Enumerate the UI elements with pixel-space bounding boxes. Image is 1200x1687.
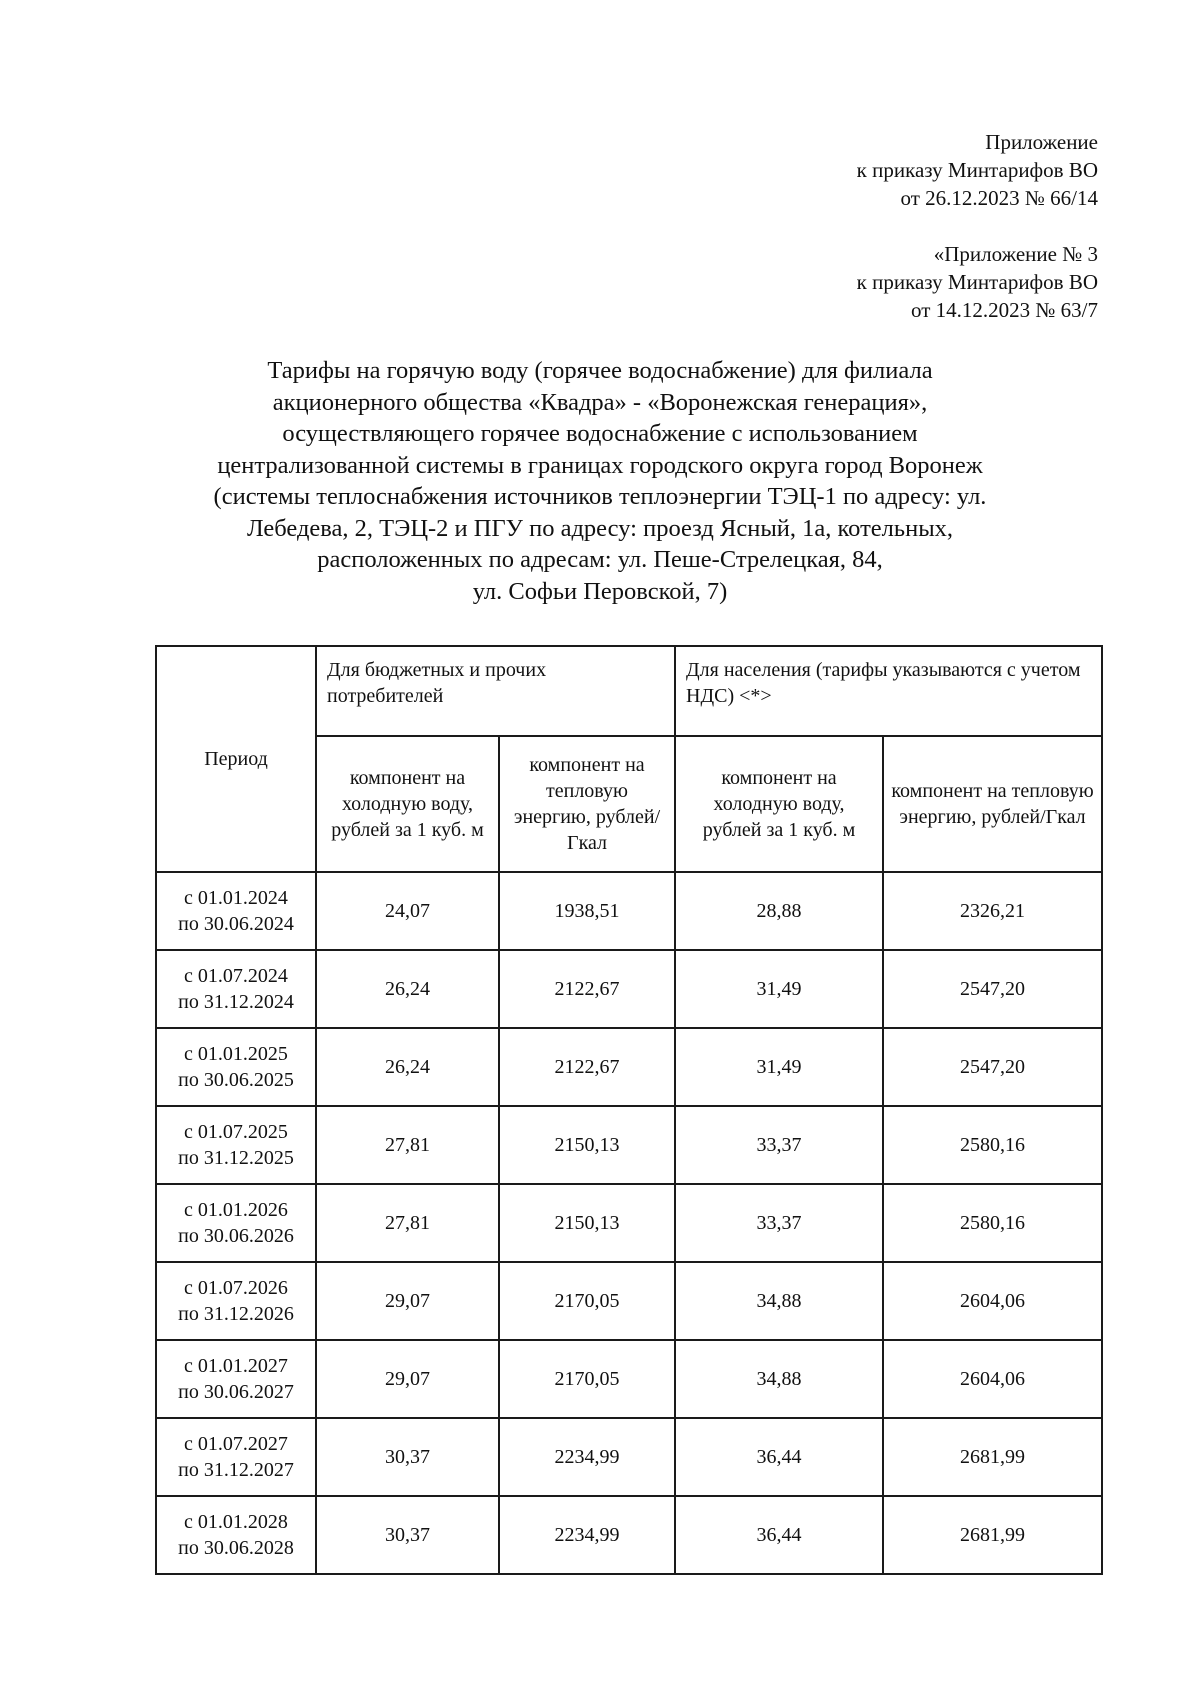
period-from: с 01.01.2027	[184, 1355, 288, 1377]
period-from: с 01.07.2024	[184, 965, 288, 987]
population-cold-water-value: 34,88	[675, 1340, 883, 1418]
budget-heat-energy-value: 2170,05	[499, 1262, 675, 1340]
budget-heat-energy-value: 2234,99	[499, 1418, 675, 1496]
table-row	[156, 1418, 1102, 1496]
population-heat-energy-header: компонент на тепловую энергию, рублей/Гкал	[883, 736, 1102, 872]
population-heat-energy-value: 2604,06	[883, 1262, 1102, 1340]
table-row	[156, 1106, 1102, 1184]
population-cold-water-value: 33,37	[675, 1184, 883, 1262]
appendix-order-ref: к приказу Минтарифов ВО	[856, 158, 1098, 182]
period-to: по 30.06.2027	[178, 1381, 294, 1403]
population-cold-water-value: 34,88	[675, 1262, 883, 1340]
period-from: с 01.07.2026	[184, 1277, 288, 1299]
budget-cold-water-value: 24,07	[316, 872, 499, 950]
budget-cold-water-value: 27,81	[316, 1106, 499, 1184]
table-row	[156, 1184, 1102, 1262]
appendix-order-date: от 26.12.2023 № 66/14	[900, 186, 1098, 210]
population-cold-water-value: 36,44	[675, 1418, 883, 1496]
budget-heat-energy-header: компонент на тепловую энергию, рублей/Гкал	[499, 736, 675, 872]
population-heat-energy-value: 2681,99	[883, 1496, 1102, 1574]
population-cold-water-value: 28,88	[675, 872, 883, 950]
appendix-order-ref: к приказу Минтарифов ВО	[856, 270, 1098, 294]
tariff-table	[155, 645, 1103, 1575]
period-from: с 01.01.2024	[184, 887, 288, 909]
budget-heat-energy-value: 2122,67	[499, 1028, 675, 1106]
period-to: по 31.12.2025	[178, 1147, 294, 1169]
title-line: (системы теплоснабжения источников теплоэнергии ТЭЦ-1 по адресу: ул.	[213, 483, 987, 510]
table-row	[156, 1496, 1102, 1574]
title-line: централизованной системы в границах городского округа город Воронеж	[217, 451, 983, 479]
population-heat-energy-value: 2604,06	[883, 1340, 1102, 1418]
population-heat-energy-value: 2547,20	[883, 1028, 1102, 1106]
population-heat-energy-value: 2681,99	[883, 1418, 1102, 1496]
period-cell	[156, 950, 316, 1028]
budget-heat-energy-value: 2122,67	[499, 950, 675, 1028]
title-line: расположенных по адресам: ул. Пеше-Стрелецкая, 84,	[317, 546, 883, 573]
title-line: осуществляющего горячее водоснабжение с использованием	[282, 420, 918, 447]
table-header-row	[156, 646, 1102, 736]
budget-heat-energy-value: 2234,99	[499, 1496, 675, 1574]
period-to: по 30.06.2024	[178, 913, 294, 935]
period-cell	[156, 872, 316, 950]
population-cold-water-value: 31,49	[675, 1028, 883, 1106]
title-line: Тарифы на горячую воду (горячее водоснабжение) для филиала	[267, 357, 933, 384]
document-title	[100, 355, 1100, 607]
budget-consumers-header: Для бюджетных и прочих потребителей	[316, 646, 675, 736]
budget-cold-water-value: 30,37	[316, 1496, 499, 1574]
budget-heat-energy-value: 1938,51	[499, 872, 675, 950]
title-line: ул. Софьи Перовской, 7)	[472, 577, 728, 605]
budget-cold-water-header: компонент на холодную воду, рублей за 1 куб. м	[316, 736, 499, 872]
population-heat-energy-value: 2580,16	[883, 1184, 1102, 1262]
period-to: по 30.06.2025	[178, 1069, 294, 1091]
population-cold-water-value: 31,49	[675, 950, 883, 1028]
budget-cold-water-value: 29,07	[316, 1340, 499, 1418]
budget-cold-water-value: 26,24	[316, 950, 499, 1028]
table-row	[156, 1262, 1102, 1340]
appendix-order-date: от 14.12.2023 № 63/7	[910, 298, 1098, 322]
period-header: Период	[156, 646, 316, 872]
table-row	[156, 872, 1102, 950]
period-cell	[156, 1496, 316, 1574]
period-from: с 01.07.2027	[184, 1433, 288, 1455]
period-cell	[156, 1418, 316, 1496]
budget-cold-water-value: 30,37	[316, 1418, 499, 1496]
population-cold-water-value: 33,37	[675, 1106, 883, 1184]
period-from: с 01.01.2028	[184, 1511, 288, 1533]
budget-heat-energy-value: 2150,13	[499, 1106, 675, 1184]
population-heat-energy-value: 2580,16	[883, 1106, 1102, 1184]
appendix-reference-current	[857, 128, 1098, 212]
budget-cold-water-value: 27,81	[316, 1184, 499, 1262]
table-row	[156, 950, 1102, 1028]
budget-heat-energy-value: 2150,13	[499, 1184, 675, 1262]
population-heat-energy-value: 2326,21	[883, 872, 1102, 950]
period-cell	[156, 1262, 316, 1340]
period-cell	[156, 1028, 316, 1106]
period-from: с 01.07.2025	[184, 1121, 288, 1143]
period-cell	[156, 1184, 316, 1262]
budget-cold-water-value: 26,24	[316, 1028, 499, 1106]
period-to: по 31.12.2024	[178, 991, 294, 1013]
period-from: с 01.01.2026	[184, 1199, 288, 1221]
period-cell	[156, 1340, 316, 1418]
population-cold-water-header: компонент на холодную воду, рублей за 1 куб. м	[675, 736, 883, 872]
period-to: по 31.12.2026	[178, 1303, 294, 1325]
appendix-reference-original	[857, 240, 1098, 324]
period-to: по 30.06.2026	[178, 1225, 294, 1247]
period-to: по 31.12.2027	[178, 1459, 294, 1481]
period-from: с 01.01.2025	[184, 1043, 288, 1065]
budget-cold-water-value: 29,07	[316, 1262, 499, 1340]
population-heat-energy-value: 2547,20	[883, 950, 1102, 1028]
budget-heat-energy-value: 2170,05	[499, 1340, 675, 1418]
appendix-label: Приложение	[985, 130, 1098, 154]
table-row	[156, 1028, 1102, 1106]
title-line: Лебедева, 2, ТЭЦ-2 и ПГУ по адресу: проезд Ясный, 1а, котельных,	[246, 514, 954, 542]
period-cell	[156, 1106, 316, 1184]
population-cold-water-value: 36,44	[675, 1496, 883, 1574]
population-header: Для населения (тарифы указываются с учетом НДС) <*>	[675, 646, 1102, 736]
appendix-label: «Приложение № 3	[933, 242, 1098, 266]
title-line: акционерного общества «Квадра» - «Воронежская генерация»,	[272, 388, 928, 416]
period-to: по 30.06.2028	[178, 1537, 294, 1559]
table-row	[156, 1340, 1102, 1418]
